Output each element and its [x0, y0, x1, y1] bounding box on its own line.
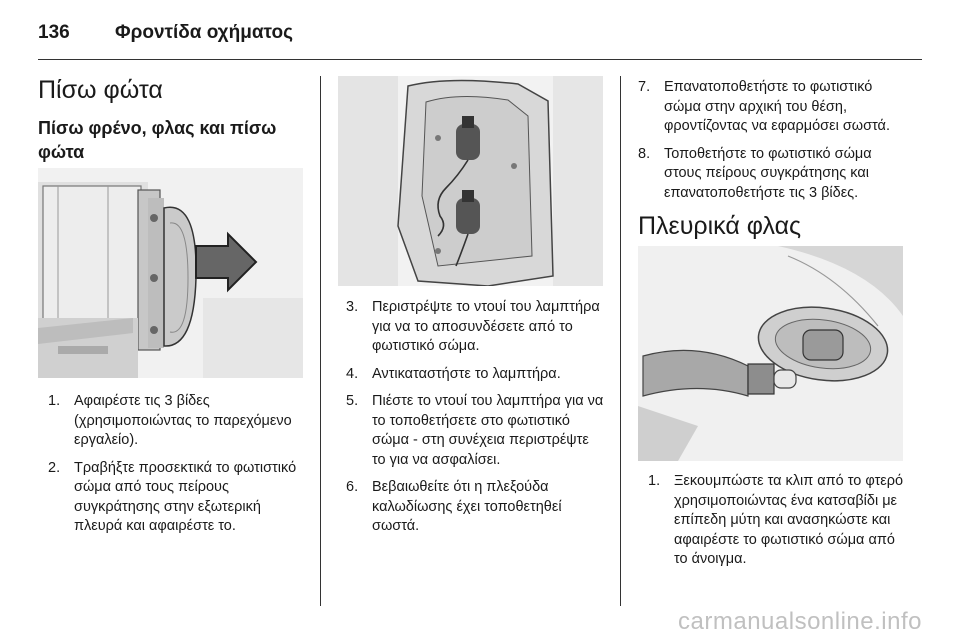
list-item: 8. Τοποθετήστε το φωτιστικό σώμα στους πείρους συγκράτησης και επανατοποθετήστε τις 3 βίδες.	[638, 145, 872, 201]
list-item: 2. Τραβήξτε προσεκτικά το φωτιστικό σώμα από τους πείρους συγκράτησης στην εξωτερική πλευρά και αφαιρέστε το.	[48, 459, 297, 534]
list-item: 6. Βεβαιωθείτε ότι η πλεξούδα καλωδίωσης έχει τοποθετηθεί σωστά.	[346, 479, 562, 534]
chapter-title: Φροντίδα οχήματος	[115, 22, 293, 43]
subsection-title: Πίσω φρένο, φλας και πίσω φώτα	[38, 118, 277, 162]
list-item: 7. Επανατοποθετήστε το φωτιστικό σώμα στην αρχική του θέση, φροντίζοντας να εφαρμόσει σωστά.	[638, 79, 890, 134]
watermark: carmanualsonline.info	[678, 608, 922, 635]
steps-list-middle	[346, 298, 604, 545]
steps-list-right-bottom	[648, 472, 910, 578]
section-title-rear-lights: Πίσω φώτα	[38, 76, 163, 104]
bulb-holder-illustration	[338, 76, 603, 286]
list-item: 4. Αντικαταστήστε το λαμπτήρα.	[346, 365, 561, 382]
list-item: 3. Περιστρέψτε το ντουί του λαμπτήρα για να το αποσυνδέσετε από το φωτιστικό σώμα.	[346, 299, 600, 354]
section-title-side-indicators: Πλευρικά φλας	[638, 212, 802, 240]
page-number: 136	[38, 22, 70, 43]
column-divider-left	[320, 76, 321, 606]
steps-list-right-top	[638, 78, 906, 211]
page-header	[0, 0, 960, 60]
column-divider-right	[620, 76, 621, 606]
list-item: 5. Πιέστε το ντουί του λαμπτήρα για να το τοποθετήσετε στο φωτιστικό σώμα - στη συνέχεια περιστρέψτε το για να ασφαλίσει.	[346, 393, 604, 468]
steps-list-left	[48, 392, 308, 545]
list-item: 1. Ξεκουμπώστε τα κλιπ από το φτερό χρησιμοποιώντας ένα κατσαβίδι με επίπεδη μύτη και ανασηκώστε και αφαιρέστε το φωτιστικό σώμα από το άνοιγμα.	[648, 473, 904, 567]
list-item: 1. Αφαιρέστε τις 3 βίδες (χρησιμοποιώντας το παρεχόμενο εργαλείο).	[48, 393, 292, 448]
header-rule	[38, 59, 922, 60]
side-indicator-illustration	[638, 246, 903, 461]
rear-light-removal-illustration	[38, 168, 303, 378]
